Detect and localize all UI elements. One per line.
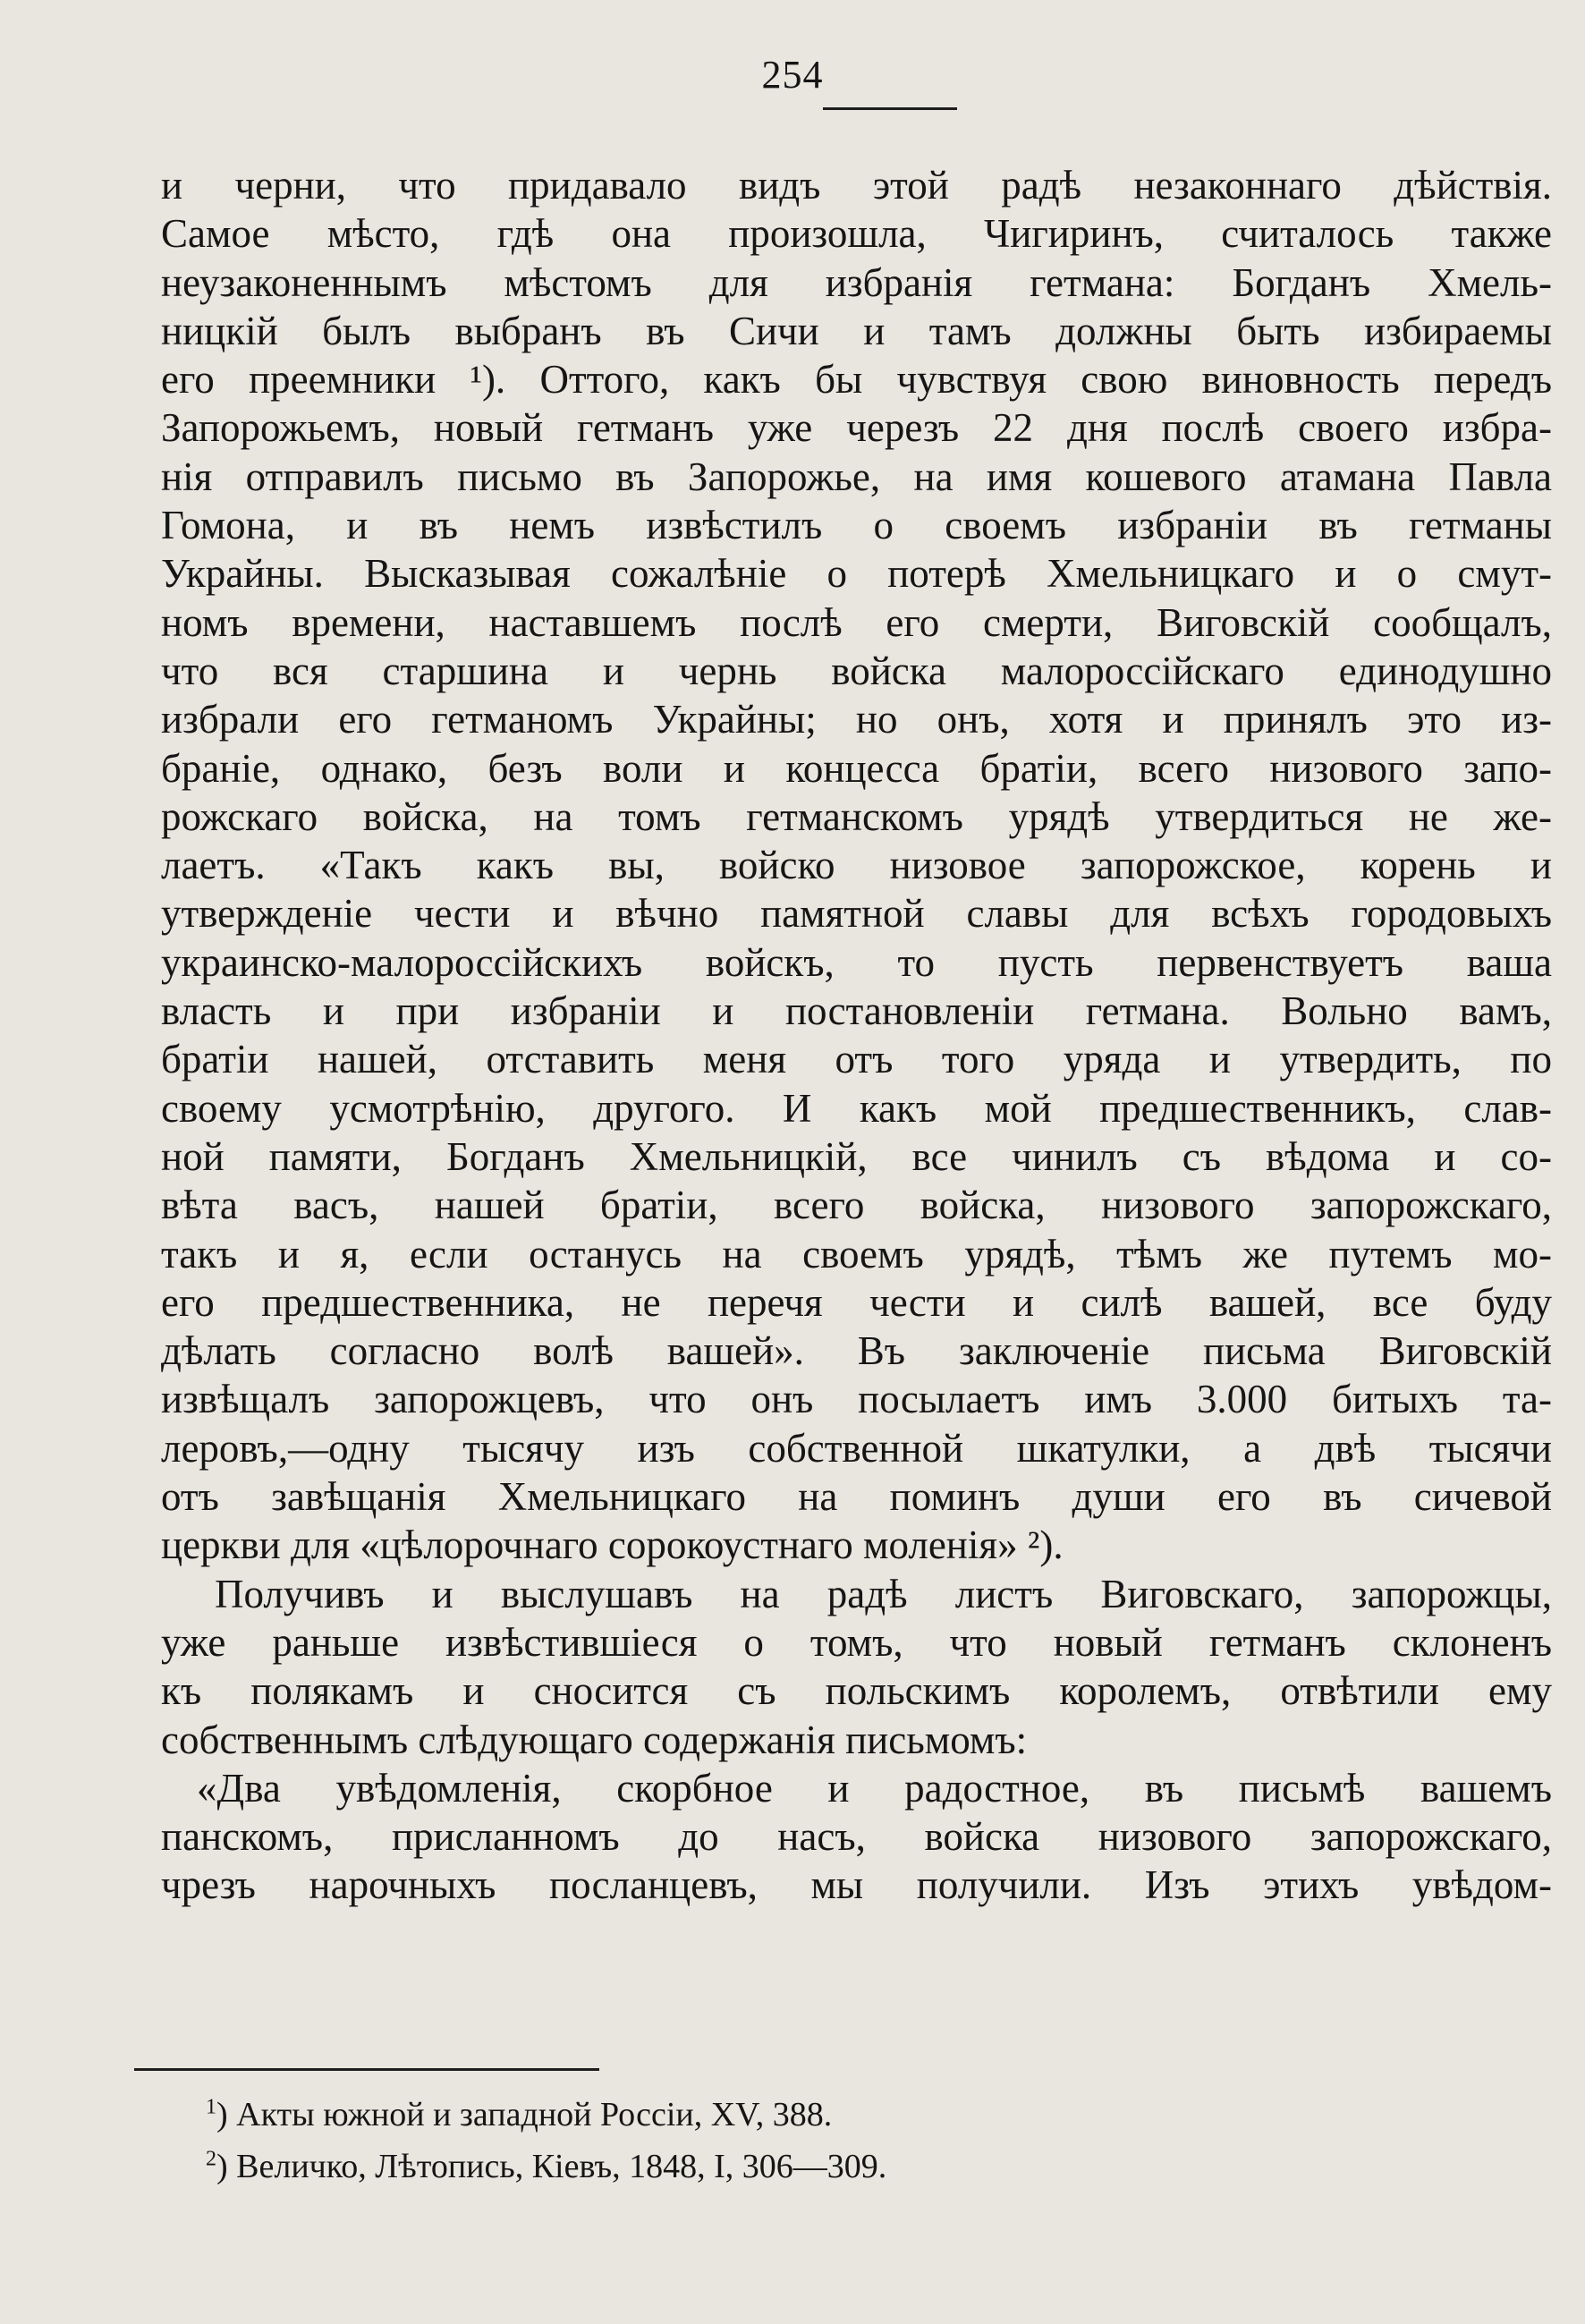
text-line: Запорожьемъ, новый гетманъ уже черезъ 22 дня послѣ своего избра- bbox=[161, 405, 1552, 451]
text-line: леровъ,—одну тысячу изъ собственной шкатулки, а двѣ тысячи bbox=[161, 1425, 1552, 1471]
text-line: Украйны. Высказывая сожалѣніе о потерѣ Хмельницкаго и о смут- bbox=[161, 551, 1552, 597]
footnote-rule bbox=[134, 2068, 599, 2071]
paragraph-start-line: Получивъ и выслушавъ на радѣ листъ Виговскаго, запорожцы, bbox=[215, 1571, 1552, 1616]
text-line: номъ времени, наставшемъ послѣ его смерти, Виговскій сообщалъ, bbox=[161, 599, 1552, 645]
text-line: утвержденіе чести и вѣчно памятной славы для всѣхъ городовыхъ bbox=[161, 891, 1552, 937]
text-line: нія отправилъ письмо въ Запорожье, на имя кошевого атамана Павла bbox=[161, 454, 1552, 499]
footnote-mark: 2 bbox=[206, 2147, 216, 2171]
paragraph-start-line: «Два увѣдомленія, скорбное и радостное, въ письмѣ вашемъ bbox=[197, 1765, 1552, 1811]
text-line: своему усмотрѣнію, другого. И какъ мой предшественникъ, слав- bbox=[161, 1085, 1552, 1131]
text-line: Гомона, и въ немъ извѣстилъ о своемъ избраніи въ гетманы bbox=[161, 503, 1552, 548]
text-line: извѣщалъ запорожцевъ, что онъ посылаетъ имъ 3.000 битыхъ та- bbox=[161, 1377, 1552, 1422]
footnotes bbox=[206, 2089, 1279, 2193]
footnote bbox=[206, 2089, 1279, 2141]
text-line: ницкій былъ выбранъ въ Сичи и тамъ должны быть избираемы bbox=[161, 308, 1552, 353]
paragraph-end-line: церкви для «цѣлорочнаго сорокоустнаго моленія» ²). bbox=[161, 1522, 1064, 1568]
body-text bbox=[161, 161, 1552, 1910]
text-line: отъ завѣщанія Хмельницкаго на поминъ души его въ сичевой bbox=[161, 1474, 1552, 1520]
text-line: дѣлать согласно волѣ вашей». Въ заключеніе письма Виговскій bbox=[161, 1328, 1552, 1374]
text-line: братіи нашей, отставить меня отъ того уряда и утвердить, по bbox=[161, 1037, 1552, 1082]
page-number-rule bbox=[823, 107, 957, 110]
text-line: власть и при избраніи и постановленіи гетмана. Вольно вамъ, bbox=[161, 988, 1552, 1034]
page-number: 254 bbox=[761, 53, 824, 97]
text-line: лаетъ. «Такъ какъ вы, войско низовое запорожское, корень и bbox=[161, 843, 1552, 888]
text-line: его преемники ¹). Оттого, какъ бы чувствуя свою виновность передъ bbox=[161, 357, 1552, 403]
footnote-text: ) Акты южной и западной Россіи, XV, 388. bbox=[216, 2096, 833, 2133]
text-line: рожскаго войска, на томъ гетманскомъ урядѣ утвердиться не же- bbox=[161, 793, 1552, 839]
text-line: вѣта васъ, нашей братіи, всего войска, низового запорожскаго, bbox=[161, 1183, 1552, 1228]
text-line: и черни, что придавало видъ этой радѣ незаконнаго дѣйствія. bbox=[161, 163, 1552, 208]
text-line: избрали его гетманомъ Украйны; но онъ, хотя и принялъ это из- bbox=[161, 697, 1552, 742]
footnote-text: ) Величко, Лѣтопись, Кіевъ, 1848, I, 306—309. bbox=[216, 2148, 887, 2185]
text-line: чрезъ нарочныхъ посланцевъ, мы получили. Изъ этихъ увѣдом- bbox=[161, 1862, 1552, 1908]
text-line: неузаконеннымъ мѣстомъ для избранія гетмана: Богданъ Хмель- bbox=[161, 259, 1552, 305]
text-line: уже раньше извѣстившіеся о томъ, что новый гетманъ склоненъ bbox=[161, 1619, 1552, 1665]
footnote-mark: 1 bbox=[206, 2095, 216, 2119]
text-line: ной памяти, Богданъ Хмельницкій, все чинилъ съ вѣдома и со- bbox=[161, 1133, 1552, 1179]
text-line: Самое мѣсто, гдѣ она произошла, Чигиринъ, считалось также bbox=[161, 211, 1552, 257]
text-line: что вся старшина и чернь войска малороссійскаго единодушно bbox=[161, 648, 1552, 693]
text-line: украинско-малороссійскихъ войскъ, то пусть первенствуетъ ваша bbox=[161, 939, 1552, 985]
text-line: такъ и я, если останусь на своемъ урядѣ, тѣмъ же путемъ мо- bbox=[161, 1231, 1552, 1277]
footnote bbox=[206, 2141, 1279, 2193]
text-line: бранiе, однако, безъ воли и концесса братіи, всего низового запо- bbox=[161, 745, 1552, 791]
text-line: къ полякамъ и сносится съ польскимъ королемъ, отвѣтили ему bbox=[161, 1668, 1552, 1714]
paragraph-end-line: собственнымъ слѣдующаго содержанія письмомъ: bbox=[161, 1717, 1028, 1762]
text-line: его предшественника, не перечя чести и силѣ вашей, все буду bbox=[161, 1279, 1552, 1325]
text-line: панскомъ, присланномъ до насъ, войска низового запорожскаго, bbox=[161, 1814, 1552, 1860]
